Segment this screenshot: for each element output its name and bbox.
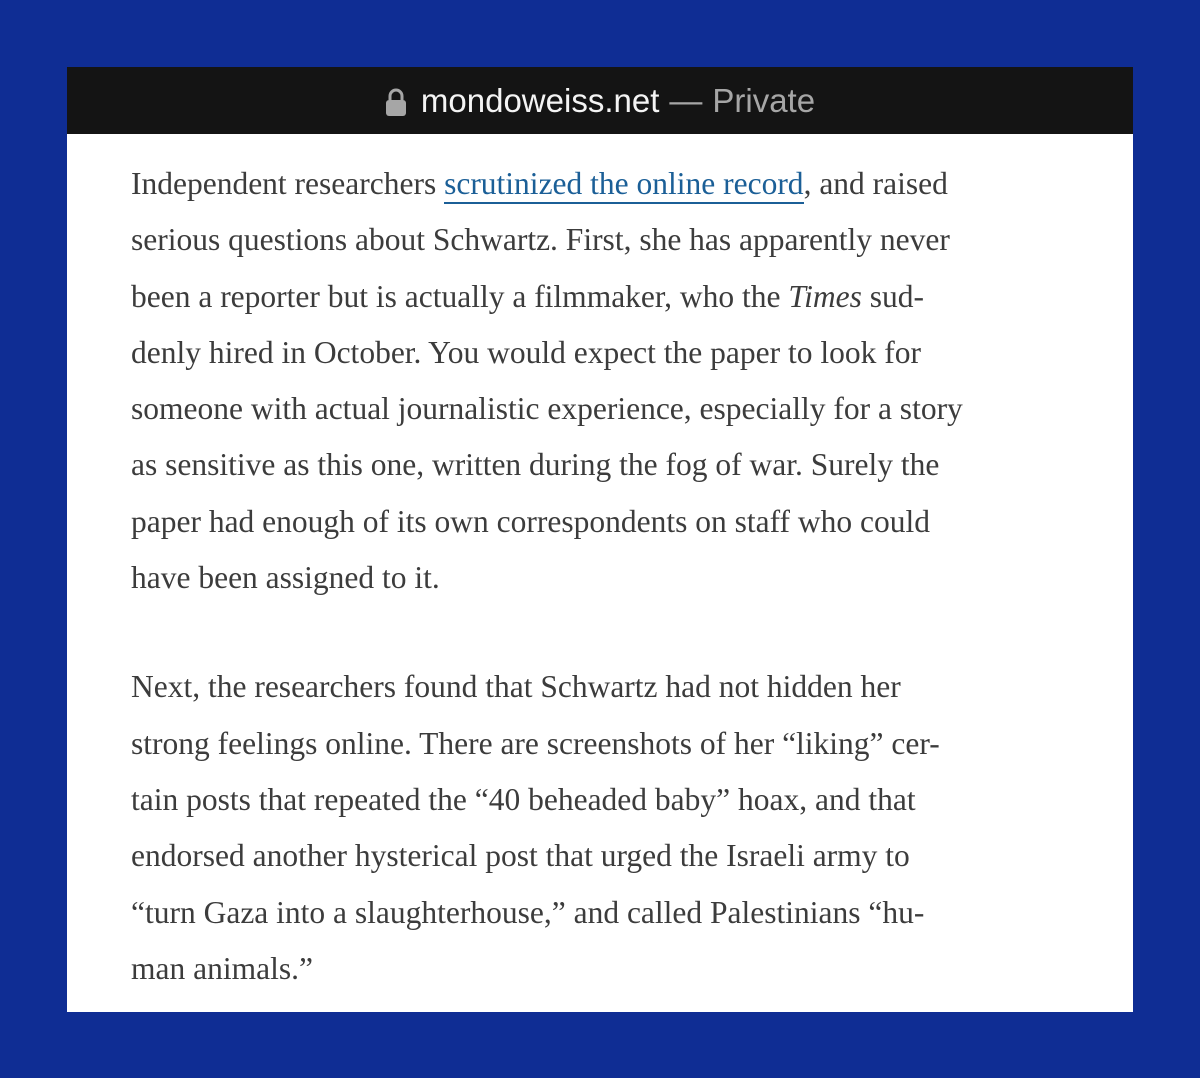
article-paragraph-2 — [131, 659, 1073, 997]
text-line: man animals.” — [131, 950, 313, 986]
text-segment: Independent researchers — [131, 166, 445, 201]
text-line: endorsed another hysterical post that urged the Israeli army to — [131, 838, 910, 874]
text-line — [131, 269, 1073, 325]
article-paragraph-1 — [131, 156, 1073, 606]
text-line: denly hired in October. You would expect the paper to look for — [131, 334, 921, 370]
text-line: have been assigned to it. — [131, 560, 440, 596]
browser-window — [67, 67, 1133, 1012]
address-separator: — — [669, 81, 703, 119]
article-body — [67, 134, 1133, 997]
text-line: Next, the researchers found that Schwartz had not hidden her — [131, 669, 901, 705]
text-line: tain posts that repeated the “40 beheaded baby” hoax, and that — [131, 781, 916, 817]
text-line: someone with actual journalistic experience, especially for a story — [131, 391, 963, 427]
text-line: paper had enough of its own correspondents on staff who could — [131, 503, 930, 539]
text-segment: , and raised — [803, 166, 948, 201]
private-mode-label: Private — [712, 81, 816, 119]
text-segment: sud- — [861, 278, 925, 314]
scrutinized-link[interactable]: scrutinized the online record — [444, 166, 803, 204]
text-line — [131, 156, 1073, 212]
text-segment: been a reporter but is actually a filmmaker, who the — [131, 278, 789, 314]
text-line: serious questions about Schwartz. First, she has apparently never — [131, 222, 950, 258]
text-line: as sensitive as this one, written during the fog of war. Surely the — [131, 447, 940, 483]
times-publication-name: Times — [788, 278, 862, 314]
lock-icon — [385, 88, 407, 116]
text-line: “turn Gaza into a slaughterhouse,” and called Palestinians “hu- — [131, 894, 925, 930]
address-domain: mondoweiss.net — [420, 81, 660, 119]
address-bar[interactable] — [67, 67, 1133, 134]
text-line: strong feelings online. There are screenshots of her “liking” cer- — [131, 725, 940, 761]
